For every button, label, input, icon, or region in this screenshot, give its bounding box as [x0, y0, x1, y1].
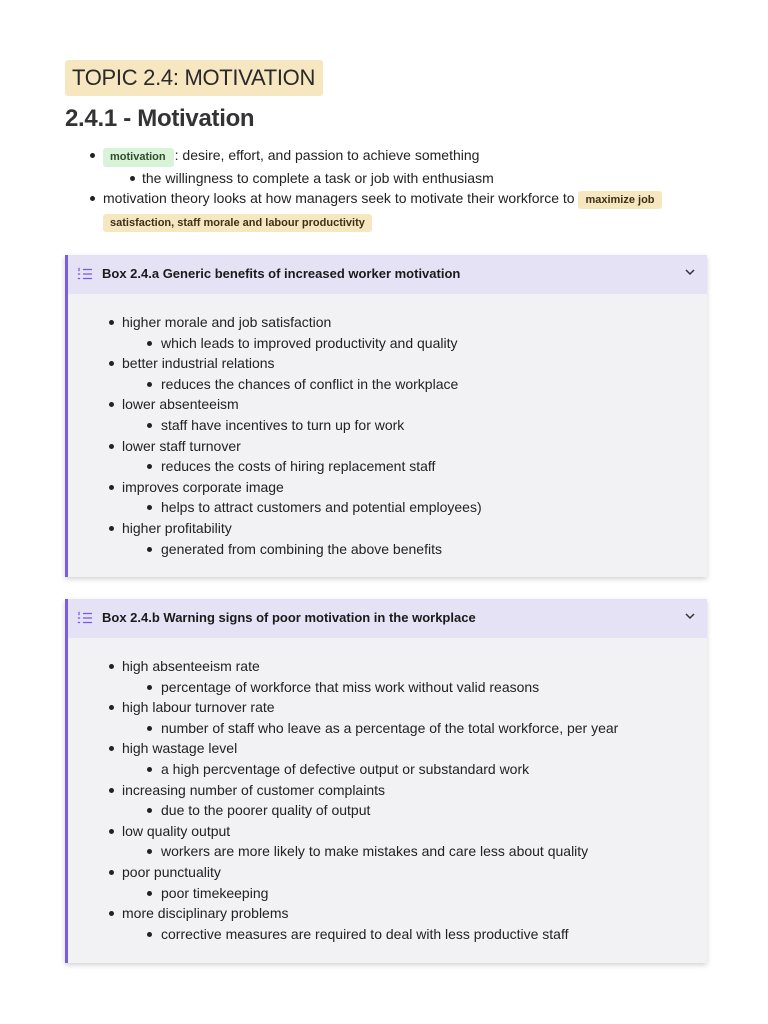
- list-item-text: high wastage level: [122, 740, 238, 757]
- sub-list-item: due to the poorer quality of output: [122, 800, 707, 821]
- list-item: [68, 821, 707, 862]
- sub-list: [122, 456, 707, 477]
- definition-sub-item: the willingness to complete a task or job with enthusiasm: [103, 168, 705, 188]
- sub-list: [122, 333, 707, 354]
- list-item: [68, 697, 707, 738]
- list-item-text: higher profitability: [122, 519, 232, 536]
- list-item-text: more disciplinary problems: [122, 905, 289, 922]
- theory-text: motivation theory looks at how managers seek to motivate their workforce to: [103, 190, 579, 206]
- sub-list: [122, 374, 707, 395]
- list-item: [68, 903, 707, 944]
- chevron-down-icon[interactable]: [684, 267, 696, 277]
- callout-body: [68, 294, 707, 559]
- benefits-list: [68, 312, 707, 559]
- sub-list-item: reduces the chances of conflict in the workplace: [122, 374, 707, 395]
- list-item: [68, 518, 707, 559]
- list-item: [68, 738, 707, 779]
- sub-list: [122, 800, 707, 821]
- callout-title: Box 2.4.a Generic benefits of increased worker motivation: [102, 266, 461, 281]
- sub-list-item: poor timekeeping: [122, 883, 707, 904]
- definition-text: : desire, effort, and passion to achieve something: [174, 147, 480, 163]
- callout-header[interactable]: [68, 599, 707, 638]
- list-item-text: higher morale and job satisfaction: [122, 314, 332, 330]
- list-item: [68, 394, 707, 435]
- sub-list: [122, 924, 707, 945]
- list-item: [68, 312, 707, 353]
- list-item-text: high absenteeism rate: [122, 658, 260, 674]
- list-item: [68, 477, 707, 518]
- sub-list: [122, 883, 707, 904]
- definition-sublist: [103, 168, 705, 188]
- callout-box-warning-signs: [65, 599, 707, 963]
- list-item-text: high labour turnover rate: [122, 699, 275, 716]
- numbered-list-icon: [77, 611, 93, 625]
- term-tag[interactable]: motivation: [103, 148, 174, 167]
- section-title: 2.4.1 - Motivation: [65, 105, 255, 132]
- sub-list: [122, 759, 707, 780]
- sub-list: [122, 718, 707, 739]
- page-content: [65, 60, 705, 234]
- sub-list-item: generated from combining the above benefits: [122, 539, 707, 560]
- numbered-list-icon: [77, 267, 93, 281]
- list-item: [68, 656, 707, 697]
- sub-list: [122, 415, 707, 436]
- list-item-text: poor punctuality: [122, 863, 221, 880]
- list-item-text: better industrial relations: [122, 355, 275, 372]
- sub-list: [122, 539, 707, 560]
- list-item: [68, 780, 707, 821]
- list-item: [68, 862, 707, 903]
- callout-body: [68, 638, 707, 944]
- list-item-text: lower absenteeism: [122, 396, 239, 413]
- list-item-text: low quality output: [122, 822, 231, 839]
- callout-box-benefits: [65, 255, 707, 577]
- list-item-text: lower staff turnover: [122, 437, 241, 454]
- sub-list: [122, 497, 707, 518]
- intro-definition-item: [65, 145, 705, 188]
- list-item-text: increasing number of customer complaints: [122, 781, 386, 798]
- sub-list-item: staff have incentives to turn up for work: [122, 415, 707, 436]
- warning-signs-list: [68, 656, 707, 944]
- chevron-down-icon[interactable]: [684, 611, 696, 621]
- callout-title: Box 2.4.b Warning signs of poor motivation in the workplace: [102, 610, 476, 625]
- intro-theory-item: [65, 188, 705, 234]
- sub-list-item: which leads to improved productivity and quality: [122, 333, 707, 354]
- sub-list: [122, 841, 707, 862]
- list-item: [68, 353, 707, 394]
- sub-list-item: a high percventage of defective output or substandard work: [122, 759, 707, 780]
- intro-list: [65, 145, 705, 234]
- sub-list-item: reduces the costs of hiring replacement staff: [122, 456, 707, 477]
- sub-list-item: number of staff who leave as a percentage of the total workforce, per year: [122, 718, 707, 739]
- sub-list-item: helps to attract customers and potential employees): [122, 497, 707, 518]
- sub-list-item: workers are more likely to make mistakes and care less about quality: [122, 841, 707, 862]
- sub-list: [122, 677, 707, 698]
- list-item: [68, 436, 707, 477]
- sub-list-item: percentage of workforce that miss work without valid reasons: [122, 677, 707, 698]
- topic-title: TOPIC 2.4: MOTIVATION: [65, 60, 323, 96]
- callout-header[interactable]: [68, 255, 707, 294]
- theory-highlight-tag[interactable]: maximize job satisfaction, staff morale and labour productivity: [103, 191, 662, 232]
- list-item-text: improves corporate image: [122, 478, 284, 495]
- sub-list-item: corrective measures are required to deal with less productive staff: [122, 924, 707, 945]
